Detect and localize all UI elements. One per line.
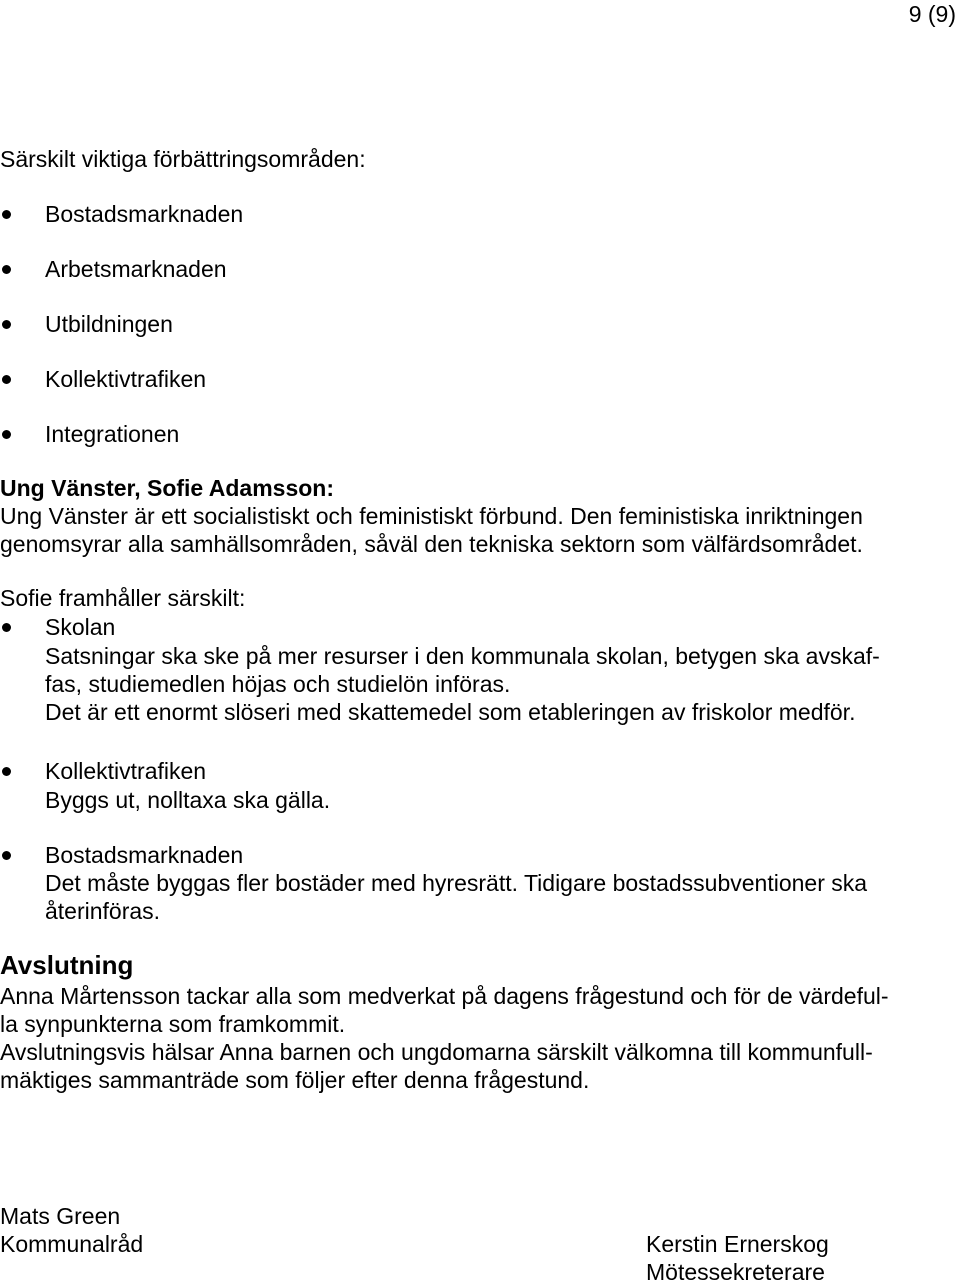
topic-title: Skolan	[45, 614, 116, 640]
bullet-icon	[2, 210, 11, 219]
bullet-icon	[2, 767, 11, 776]
bullet-icon	[2, 375, 11, 384]
bullet-icon	[2, 430, 11, 439]
signature-right-name: Kerstin Ernerskog	[646, 1231, 829, 1257]
list-item-label: Bostadsmarknaden	[45, 201, 244, 227]
topic-line: Det är ett enormt slöseri med skattemedel som etableringen av friskolor medför.	[45, 699, 856, 725]
list-item	[0, 200, 400, 230]
list-item-label: Arbetsmarknaden	[45, 256, 227, 282]
paragraph-line: mäktiges sammanträde som följer efter denna frågestund.	[0, 1067, 590, 1093]
section-heading-avslutning: Avslutning	[0, 950, 134, 980]
bullet-icon	[2, 623, 11, 632]
topic-line: Satsningar ska ske på mer resurser i den kommunala skolan, betygen ska avskaf-	[45, 643, 880, 669]
list-item	[0, 841, 940, 871]
paragraph-line: Avslutningsvis hälsar Anna barnen och ungdomarna särskilt välkomna till kommunfull-	[0, 1039, 873, 1065]
improvement-heading: Särskilt viktiga förbättringsområden:	[0, 146, 366, 172]
bullet-icon	[2, 320, 11, 329]
topic-title: Kollektivtrafiken	[45, 758, 207, 784]
topic-title: Bostadsmarknaden	[45, 842, 244, 868]
paragraph-line: Anna Mårtensson tackar alla som medverkat på dagens frågestund och för de värdeful-	[0, 983, 889, 1009]
list-item	[0, 310, 400, 340]
list-item	[0, 613, 940, 643]
topic-line: Byggs ut, nolltaxa ska gälla.	[45, 787, 331, 813]
topic-line: återinföras.	[45, 898, 161, 924]
bullet-icon	[2, 851, 11, 860]
emphasis-intro: Sofie framhåller särskilt:	[0, 585, 246, 611]
topic-line: Det måste byggas fler bostäder med hyresrätt. Tidigare bostadssubventioner ska	[45, 870, 868, 896]
list-item	[0, 757, 940, 787]
section-heading-ung-vanster: Ung Vänster, Sofie Adamsson:	[0, 475, 334, 501]
list-item-label: Kollektivtrafiken	[45, 366, 207, 392]
page-number: 9 (9)	[908, 1, 956, 27]
paragraph-line: genomsyrar alla samhällsområden, såväl den tekniska sektorn som välfärdsområdet.	[0, 531, 863, 557]
paragraph-line: la synpunkterna som framkommit.	[0, 1011, 346, 1037]
list-item-label: Integrationen	[45, 421, 180, 447]
topic-line: fas, studiemedlen höjas och studielön införas.	[45, 671, 511, 697]
paragraph-line: Ung Vänster är ett socialistiskt och feministiskt förbund. Den feministiska inriktningen	[0, 503, 863, 529]
list-item	[0, 420, 400, 450]
signature-left-name: Mats Green	[0, 1203, 121, 1229]
bullet-icon	[2, 265, 11, 274]
signature-left-title: Kommunalråd	[0, 1231, 144, 1257]
list-item	[0, 365, 400, 395]
list-item	[0, 255, 400, 285]
signature-right-title: Mötessekreterare	[646, 1259, 825, 1285]
list-item-label: Utbildningen	[45, 311, 173, 337]
